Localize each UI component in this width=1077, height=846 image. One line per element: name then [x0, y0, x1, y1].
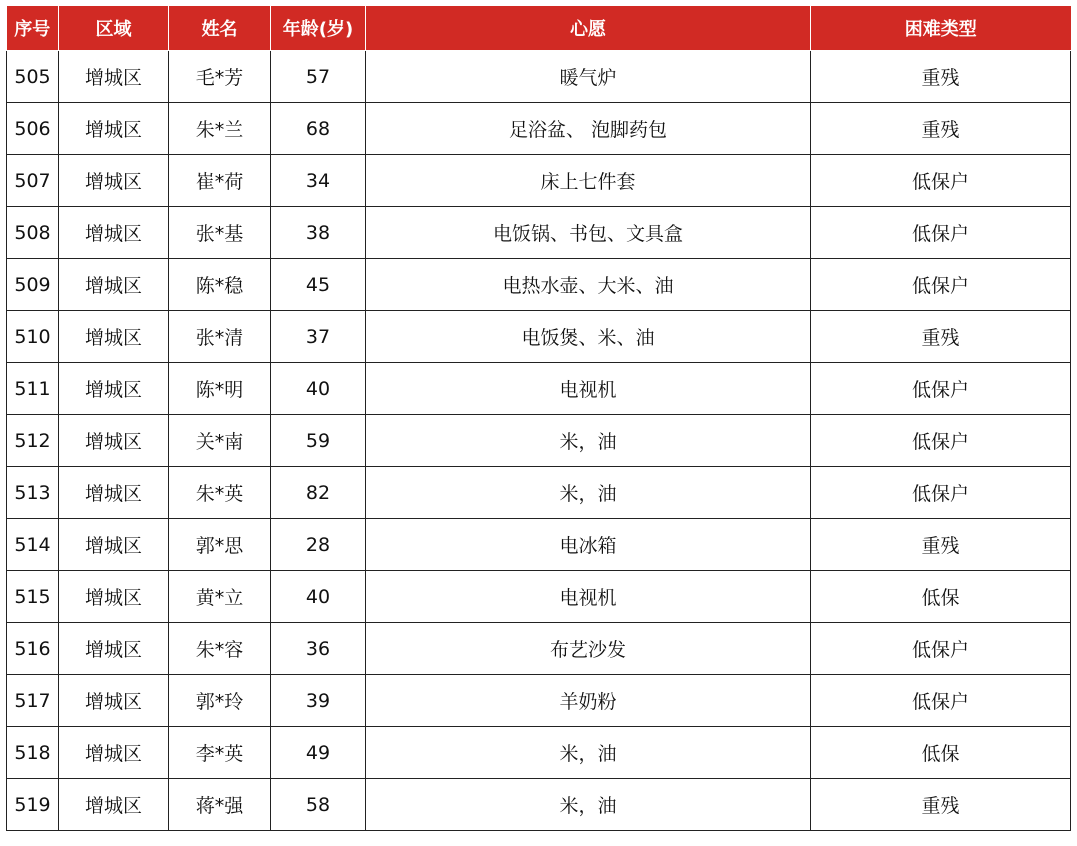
table-body — [7, 51, 1071, 831]
header-name: 姓名 — [169, 6, 271, 51]
cell-age: 39 — [271, 675, 366, 727]
cell-age: 49 — [271, 727, 366, 779]
cell-name: 朱*容 — [169, 623, 271, 675]
cell-name: 陈*稳 — [169, 259, 271, 311]
cell-age: 59 — [271, 415, 366, 467]
cell-wish: 米，油 — [366, 727, 811, 779]
cell-hardship-type: 低保 — [811, 571, 1071, 623]
cell-hardship-type: 低保户 — [811, 155, 1071, 207]
cell-name: 郭*思 — [169, 519, 271, 571]
cell-region: 增城区 — [59, 103, 169, 155]
cell-region: 增城区 — [59, 675, 169, 727]
cell-name: 张*清 — [169, 311, 271, 363]
table-row — [7, 675, 1071, 727]
cell-hardship-type: 重残 — [811, 103, 1071, 155]
cell-hardship-type: 低保户 — [811, 207, 1071, 259]
header-hardship-type: 困难类型 — [811, 6, 1071, 51]
cell-name: 陈*明 — [169, 363, 271, 415]
cell-wish: 足浴盆、 泡脚药包 — [366, 103, 811, 155]
cell-region: 增城区 — [59, 207, 169, 259]
cell-id: 506 — [7, 103, 59, 155]
table-row — [7, 259, 1071, 311]
cell-wish: 米，油 — [366, 467, 811, 519]
cell-age: 34 — [271, 155, 366, 207]
cell-wish: 电冰箱 — [366, 519, 811, 571]
header-age: 年龄(岁) — [271, 6, 366, 51]
cell-name: 蒋*强 — [169, 779, 271, 831]
cell-wish: 电视机 — [366, 571, 811, 623]
cell-region: 增城区 — [59, 155, 169, 207]
cell-region: 增城区 — [59, 415, 169, 467]
cell-id: 516 — [7, 623, 59, 675]
cell-name: 张*基 — [169, 207, 271, 259]
cell-name: 毛*芳 — [169, 51, 271, 103]
cell-name: 朱*英 — [169, 467, 271, 519]
cell-hardship-type: 重残 — [811, 779, 1071, 831]
cell-region: 增城区 — [59, 727, 169, 779]
cell-wish: 布艺沙发 — [366, 623, 811, 675]
cell-region: 增城区 — [59, 623, 169, 675]
wish-table — [6, 6, 1071, 831]
cell-wish: 电饭煲、米、油 — [366, 311, 811, 363]
cell-id: 518 — [7, 727, 59, 779]
table-row — [7, 155, 1071, 207]
cell-name: 黄*立 — [169, 571, 271, 623]
cell-region: 增城区 — [59, 51, 169, 103]
cell-region: 增城区 — [59, 259, 169, 311]
cell-id: 512 — [7, 415, 59, 467]
table-row — [7, 571, 1071, 623]
cell-name: 朱*兰 — [169, 103, 271, 155]
cell-age: 37 — [271, 311, 366, 363]
cell-age: 36 — [271, 623, 366, 675]
cell-id: 510 — [7, 311, 59, 363]
cell-region: 增城区 — [59, 571, 169, 623]
cell-wish: 米，油 — [366, 779, 811, 831]
cell-name: 崔*荷 — [169, 155, 271, 207]
cell-hardship-type: 低保户 — [811, 675, 1071, 727]
cell-id: 514 — [7, 519, 59, 571]
cell-hardship-type: 重残 — [811, 311, 1071, 363]
cell-region: 增城区 — [59, 779, 169, 831]
cell-hardship-type: 低保户 — [811, 363, 1071, 415]
table-row — [7, 51, 1071, 103]
cell-hardship-type: 低保户 — [811, 259, 1071, 311]
cell-name: 关*南 — [169, 415, 271, 467]
cell-age: 57 — [271, 51, 366, 103]
table-row — [7, 467, 1071, 519]
cell-wish: 电热水壶、大米、油 — [366, 259, 811, 311]
header-row — [7, 6, 1071, 51]
cell-age: 28 — [271, 519, 366, 571]
cell-id: 519 — [7, 779, 59, 831]
header-region: 区域 — [59, 6, 169, 51]
table-row — [7, 415, 1071, 467]
cell-id: 505 — [7, 51, 59, 103]
table-row — [7, 207, 1071, 259]
cell-id: 507 — [7, 155, 59, 207]
cell-wish: 电饭锅、书包、文具盒 — [366, 207, 811, 259]
cell-region: 增城区 — [59, 363, 169, 415]
table-row — [7, 779, 1071, 831]
cell-age: 40 — [271, 363, 366, 415]
table-row — [7, 363, 1071, 415]
cell-hardship-type: 低保 — [811, 727, 1071, 779]
table-row — [7, 311, 1071, 363]
cell-id: 517 — [7, 675, 59, 727]
cell-age: 68 — [271, 103, 366, 155]
cell-age: 58 — [271, 779, 366, 831]
cell-hardship-type: 低保户 — [811, 415, 1071, 467]
cell-id: 509 — [7, 259, 59, 311]
cell-wish: 米，油 — [366, 415, 811, 467]
cell-age: 45 — [271, 259, 366, 311]
cell-wish: 暖气炉 — [366, 51, 811, 103]
cell-hardship-type: 低保户 — [811, 623, 1071, 675]
cell-age: 82 — [271, 467, 366, 519]
cell-hardship-type: 重残 — [811, 519, 1071, 571]
cell-id: 511 — [7, 363, 59, 415]
cell-region: 增城区 — [59, 467, 169, 519]
cell-region: 增城区 — [59, 519, 169, 571]
cell-wish: 床上七件套 — [366, 155, 811, 207]
table-row — [7, 103, 1071, 155]
cell-hardship-type: 重残 — [811, 51, 1071, 103]
header-wish: 心愿 — [366, 6, 811, 51]
cell-wish: 电视机 — [366, 363, 811, 415]
cell-wish: 羊奶粉 — [366, 675, 811, 727]
cell-region: 增城区 — [59, 311, 169, 363]
cell-id: 515 — [7, 571, 59, 623]
cell-id: 513 — [7, 467, 59, 519]
header-id: 序号 — [7, 6, 59, 51]
cell-age: 38 — [271, 207, 366, 259]
cell-name: 李*英 — [169, 727, 271, 779]
cell-age: 40 — [271, 571, 366, 623]
cell-name: 郭*玲 — [169, 675, 271, 727]
table-row — [7, 519, 1071, 571]
table-row — [7, 623, 1071, 675]
cell-id: 508 — [7, 207, 59, 259]
table-row — [7, 727, 1071, 779]
cell-hardship-type: 低保户 — [811, 467, 1071, 519]
